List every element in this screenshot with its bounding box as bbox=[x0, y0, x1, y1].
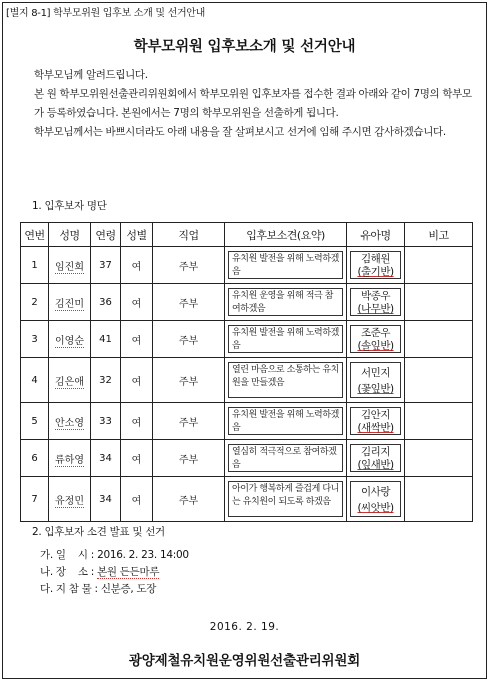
child-class: (잎새반) bbox=[357, 459, 394, 471]
cell-child bbox=[347, 358, 405, 403]
child-name: 조준우 bbox=[361, 327, 390, 339]
child-class: (씨앗반) bbox=[357, 502, 394, 514]
greeting: 학부모님께 알려드립니다. bbox=[34, 69, 148, 81]
child-name: 서민지 bbox=[361, 367, 390, 379]
cell-job: 주부 bbox=[153, 358, 225, 403]
cell-gender: 여 bbox=[121, 321, 153, 358]
section-2-title: 2. 입후보자 소견 발표 및 선거 bbox=[32, 526, 165, 538]
child-box bbox=[350, 251, 401, 279]
pledge-text: 열심히 적극적으로 참여하겠음 bbox=[228, 444, 343, 472]
cell-no: 6 bbox=[21, 440, 49, 477]
cell-age: 34 bbox=[91, 477, 121, 522]
header-gender: 성별 bbox=[121, 223, 153, 247]
child-name: 김안지 bbox=[361, 409, 390, 421]
pledge-text: 유치원 발전을 위해 노력하겠음 bbox=[228, 325, 343, 353]
cell-job: 주부 bbox=[153, 403, 225, 440]
cell-name bbox=[49, 247, 91, 284]
child-name: 이사랑 bbox=[361, 486, 390, 498]
cell-child bbox=[347, 440, 405, 477]
cell-child bbox=[347, 247, 405, 284]
cell-name bbox=[49, 440, 91, 477]
candidate-name: 임진희 bbox=[55, 261, 84, 273]
cell-job: 주부 bbox=[153, 321, 225, 358]
cell-child bbox=[347, 284, 405, 321]
cell-name bbox=[49, 403, 91, 440]
cell-age: 37 bbox=[91, 247, 121, 284]
cell-age: 36 bbox=[91, 284, 121, 321]
header-name: 성명 bbox=[49, 223, 91, 247]
header-age: 연령 bbox=[91, 223, 121, 247]
cell-gender: 여 bbox=[121, 247, 153, 284]
election-date-value: 2016. 2. 23. 14:00 bbox=[97, 549, 189, 561]
child-box bbox=[350, 407, 401, 435]
cell-no: 3 bbox=[21, 321, 49, 358]
cell-age: 33 bbox=[91, 403, 121, 440]
cell-gender: 여 bbox=[121, 440, 153, 477]
header-no: 연번 bbox=[21, 223, 49, 247]
cell-note bbox=[405, 284, 473, 321]
table-row bbox=[21, 358, 473, 403]
cell-pledge bbox=[225, 321, 347, 358]
cell-pledge bbox=[225, 440, 347, 477]
table-row bbox=[21, 321, 473, 358]
election-place-row bbox=[40, 564, 189, 581]
cell-no: 1 bbox=[21, 247, 49, 284]
election-date-row bbox=[40, 547, 189, 564]
cell-note bbox=[405, 321, 473, 358]
cell-pledge bbox=[225, 403, 347, 440]
cell-gender: 여 bbox=[121, 477, 153, 522]
cell-age: 32 bbox=[91, 358, 121, 403]
election-date-label: 가. 일 시 : bbox=[40, 549, 98, 561]
election-items-row bbox=[40, 581, 189, 598]
cell-no: 4 bbox=[21, 358, 49, 403]
issuer-name: 광양제철유치원운영위원선출관리위원회 bbox=[128, 653, 361, 669]
cell-pledge bbox=[225, 477, 347, 522]
child-name: 김리지 bbox=[361, 446, 390, 458]
cell-child bbox=[347, 403, 405, 440]
child-class: (꽃잎반) bbox=[357, 383, 394, 395]
election-items-label: 다. 지 참 물 : bbox=[40, 583, 101, 595]
cell-name bbox=[49, 477, 91, 522]
cell-name bbox=[49, 358, 91, 403]
cell-note bbox=[405, 477, 473, 522]
form-number-label: [별지 8-1] 학부모위원 입후보 소개 및 선거안내 bbox=[6, 8, 206, 19]
child-box bbox=[350, 444, 401, 472]
header-note: 비고 bbox=[405, 223, 473, 247]
header-child: 유아명 bbox=[347, 223, 405, 247]
cell-child bbox=[347, 321, 405, 358]
cell-note bbox=[405, 247, 473, 284]
table-row bbox=[21, 247, 473, 284]
election-place-value: 본원 든든마루 bbox=[97, 566, 160, 578]
cell-gender: 여 bbox=[121, 358, 153, 403]
candidate-name: 류하영 bbox=[55, 454, 84, 466]
cell-age: 34 bbox=[91, 440, 121, 477]
candidate-name: 김은애 bbox=[55, 376, 84, 388]
child-box bbox=[350, 362, 401, 398]
child-class: (새싹반) bbox=[357, 422, 394, 434]
cell-pledge bbox=[225, 358, 347, 403]
cell-gender: 여 bbox=[121, 284, 153, 321]
election-place-label: 나. 장 소 : bbox=[40, 566, 98, 578]
child-class: (솔잎반) bbox=[357, 340, 394, 352]
candidate-name: 유정민 bbox=[55, 495, 84, 507]
cell-name bbox=[49, 284, 91, 321]
table-row bbox=[21, 403, 473, 440]
cell-pledge bbox=[225, 284, 347, 321]
pledge-text: 아이가 행복하게 즐겁게 다니는 유치원이 되도록 하겠음 bbox=[228, 481, 343, 517]
cell-child bbox=[347, 477, 405, 522]
intro-paragraph-1: 본 원 학부모위원선출관리위원회에서 학부모위원 입후보자를 접수한 결과 아래와 같이 7명의 학부모가 등록하였습니다. 본원에서는 7명의 학부모위원을 선출하게 됩니다. bbox=[34, 88, 472, 119]
intro-text bbox=[20, 66, 472, 142]
table-row bbox=[21, 440, 473, 477]
election-items-value: 신분증, 도장 bbox=[100, 583, 157, 595]
candidate-table bbox=[20, 222, 473, 522]
child-box bbox=[350, 288, 401, 316]
cell-job: 주부 bbox=[153, 247, 225, 284]
header-pledge: 입후보소견(요약) bbox=[225, 223, 347, 247]
cell-job: 주부 bbox=[153, 284, 225, 321]
pledge-text: 유치원 운영을 위해 적극 참여하겠음 bbox=[228, 288, 343, 316]
candidate-name: 안소영 bbox=[55, 417, 84, 429]
pledge-text: 열린 마음으로 소통하는 유치원을 만들겠음 bbox=[228, 362, 343, 398]
cell-pledge bbox=[225, 247, 347, 284]
pledge-text: 유치원 발전을 위해 노력하겠음 bbox=[228, 251, 343, 279]
cell-note bbox=[405, 440, 473, 477]
table-row bbox=[21, 477, 473, 522]
header-job: 직업 bbox=[153, 223, 225, 247]
child-name: 박종우 bbox=[361, 290, 390, 302]
child-class: (나무반) bbox=[357, 303, 394, 315]
child-box bbox=[350, 325, 401, 353]
candidate-name: 이영순 bbox=[55, 335, 84, 347]
child-name: 김해원 bbox=[361, 253, 390, 265]
intro-paragraph-2: 학부모님께서는 바쁘시더라도 아래 내용을 잘 살펴보시고 선거에 임해 주시면 감사하겠습니다. bbox=[34, 126, 446, 138]
table-row bbox=[21, 284, 473, 321]
issue-date: 2016. 2. 19. bbox=[209, 621, 280, 633]
section-1-title: 1. 입후보자 명단 bbox=[32, 200, 107, 212]
cell-no: 5 bbox=[21, 403, 49, 440]
child-class: (출기반) bbox=[357, 266, 394, 278]
candidate-name: 김진미 bbox=[55, 298, 84, 310]
election-info bbox=[40, 547, 189, 598]
cell-age: 41 bbox=[91, 321, 121, 358]
pledge-text: 유치원 발전을 위해 노력하겠음 bbox=[228, 407, 343, 435]
cell-no: 2 bbox=[21, 284, 49, 321]
cell-name bbox=[49, 321, 91, 358]
cell-job: 주부 bbox=[153, 477, 225, 522]
cell-note bbox=[405, 358, 473, 403]
table-header-row bbox=[21, 223, 473, 247]
cell-gender: 여 bbox=[121, 403, 153, 440]
cell-no: 7 bbox=[21, 477, 49, 522]
cell-note bbox=[405, 403, 473, 440]
child-box bbox=[350, 481, 401, 517]
cell-job: 주부 bbox=[153, 440, 225, 477]
document-title: 학부모위원 입후보소개 및 선거안내 bbox=[133, 38, 356, 55]
